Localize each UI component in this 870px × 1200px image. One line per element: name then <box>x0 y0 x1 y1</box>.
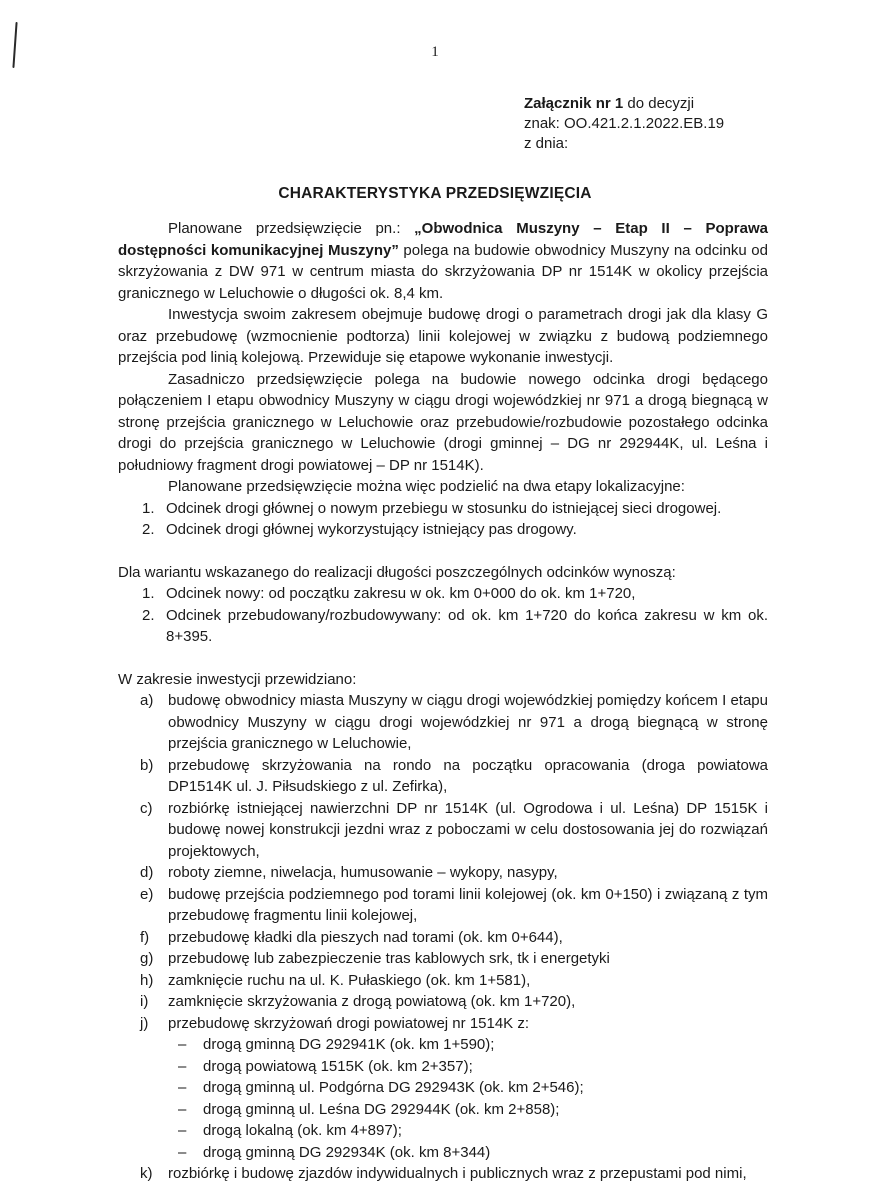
list-item: a) budowę obwodnicy miasta Muszyny w ciągu drogi wojewódzkiej pomiędzy końcem I etapu obwodnicy Muszyny w ciągu drogi wojewódzkiej nr 971 a drogą biegnącą w stronę przejścia granicznego w Leluchowie, <box>140 692 768 752</box>
list-item: 2. Odcinek drogi głównej wykorzystujący istniejący pas drogowy. <box>142 521 577 538</box>
annex-line-1 <box>524 94 724 114</box>
scope-list <box>118 690 768 1185</box>
annex-number: Załącznik nr 1 <box>524 95 624 112</box>
list-item: 1. Odcinek drogi głównej o nowym przebiegu w stosunku do istniejącej sieci drogowej. <box>142 499 722 517</box>
paragraph-project-name: Planowane przedsięwzięcie pn.: „Obwodnica Muszyny – Etap II – Poprawa dostępności komunikacyjnej Muszyny” polega na budowie obwodnicy Muszyny na odcinku od skrzyżowania z DW 971 w centrum miasta do skrzyżowania DP nr 1514K w okolicy przejścia granicznego w Leluchowie o długości ok. 8,4 km. <box>118 220 768 302</box>
list-item: i) zamknięcie skrzyżowania z drogą powiatową (ok. km 1+720), <box>140 993 576 1010</box>
list-item: f) przebudowę kładki dla pieszych nad torami (ok. km 0+644), <box>140 928 563 946</box>
paragraph-scope: Inwestycja swoim zakresem obejmuje budowę drogi o parametrach drogi jak dla klasy G oraz przebudowę (wzmocnienie podtorza) linii kolejowej w związku z budową podziemnego przejścia pod linią kolejową. Przewiduje się etapowe wykonanie inwestycji. <box>118 306 768 366</box>
list-item: – drogą gminną DG 292941K (ok. km 1+590); <box>178 1036 495 1053</box>
list-item: j) przebudowę skrzyżowań drogi powiatowej nr 1514K z: – drogą gminną DG 292941K (ok. km 1+590); – drogą powiatową 1515K (ok. km 2+357); – drogą gminną ul. Podgórna DG 292943K (ok. km 2+546); – drogą gminną ul. Leśna DG 292944K (ok. km 2+858); – drogą lokalną (ok. km 4+897); – drogą gminną DG 292934K (ok. km 8+344) <box>118 1013 768 1164</box>
list-item: c) rozbiórkę istniejącej nawierzchni DP nr 1514K (ul. Ogrodowa i ul. Leśna) DP 1515K i budowę nowej konstrukcji jezdni wraz z poboczami w celu dostosowania jej do rozwiązań projektowych, <box>140 799 768 860</box>
list-item: k) rozbiórkę i budowę zjazdów indywidualnych i publicznych wraz z przepustami pod nimi, <box>140 1165 747 1182</box>
annex-date: z dnia: <box>524 135 569 152</box>
lengths-list <box>118 583 768 648</box>
list-item: – drogą gminną ul. Podgórna DG 292943K (ok. km 2+546); <box>178 1079 584 1096</box>
annex-reference: znak: OO.421.2.1.2022.EB.19 <box>524 115 725 132</box>
list-item: b) przebudowę skrzyżowania na rondo na początku opracowania (droga powiatowa DP1514K ul. J. Piłsudskiego z ul. Zefirka), <box>140 756 768 795</box>
paragraph-variant-intro: Dla wariantu wskazanego do realizacji długości poszczególnych odcinków wynoszą: <box>118 563 676 581</box>
paragraph-scope-intro: W zakresie inwestycji przewidziano: <box>118 670 357 688</box>
junctions-list <box>168 1034 768 1163</box>
document-body <box>118 218 768 1185</box>
page-number: 1 <box>431 44 439 60</box>
list-item: – drogą gminną DG 292934K (ok. km 8+344) <box>178 1143 491 1161</box>
list-item: e) budowę przejścia podziemnego pod torami linii kolejowej (ok. km 0+150) i związaną z tym przebudowę fragmentu linii kolejowej, <box>140 885 768 924</box>
annex-decision: do decyzji <box>623 95 695 112</box>
list-item: h) zamknięcie ruchu na ul. K. Pułaskiego (ok. km 1+581), <box>140 971 531 989</box>
paragraph-description: Zasadniczo przedsięwzięcie polega na budowie nowego odcinka drogi będącego połączeniem I etapu obwodnicy Muszyny w ciągu drogi wojewódzkiej nr 971 a drogą biegnącą w stronę przejścia granicznego w Leluchowie oraz przebudowie/rozbudowie pozostałego odcinka drogi do przejścia granicznego w Leluchowie (drogi gminnej – DG nr 292944K, ul. Leśna i południowy fragment drogi powiatowej – DP nr 1514K). <box>118 370 768 474</box>
stages-list <box>118 498 768 541</box>
list-item: – drogą gminną ul. Leśna DG 292944K (ok. km 2+858); <box>178 1100 560 1118</box>
list-item: d) roboty ziemne, niwelacja, humusowanie – wykopy, nasypy, <box>140 864 558 881</box>
list-item: g) przebudowę lub zabezpieczenie tras kablowych srk, tk i energetyki <box>140 950 610 967</box>
paragraph-stages-intro: Planowane przedsięwzięcie można więc podzielić na dwa etapy lokalizacyjne: <box>168 478 685 495</box>
list-item: – drogą powiatową 1515K (ok. km 2+357); <box>178 1057 473 1075</box>
list-item: – drogą lokalną (ok. km 4+897); <box>178 1122 402 1139</box>
document-title: CHARAKTERYSTYKA PRZEDSIĘWZIĘCIA <box>278 185 592 202</box>
list-item: 1. Odcinek nowy: od początku zakresu w ok. km 0+000 do ok. km 1+720, <box>142 585 636 602</box>
list-item: 2. Odcinek przebudowany/rozbudowywany: od ok. km 1+720 do końca zakresu w km ok. 8+395. <box>142 606 768 645</box>
annex-header <box>524 94 724 154</box>
project-name: „Obwodnica Muszyny – Etap II – Poprawa dostępności komunikacyjnej Muszyny” <box>118 220 768 259</box>
